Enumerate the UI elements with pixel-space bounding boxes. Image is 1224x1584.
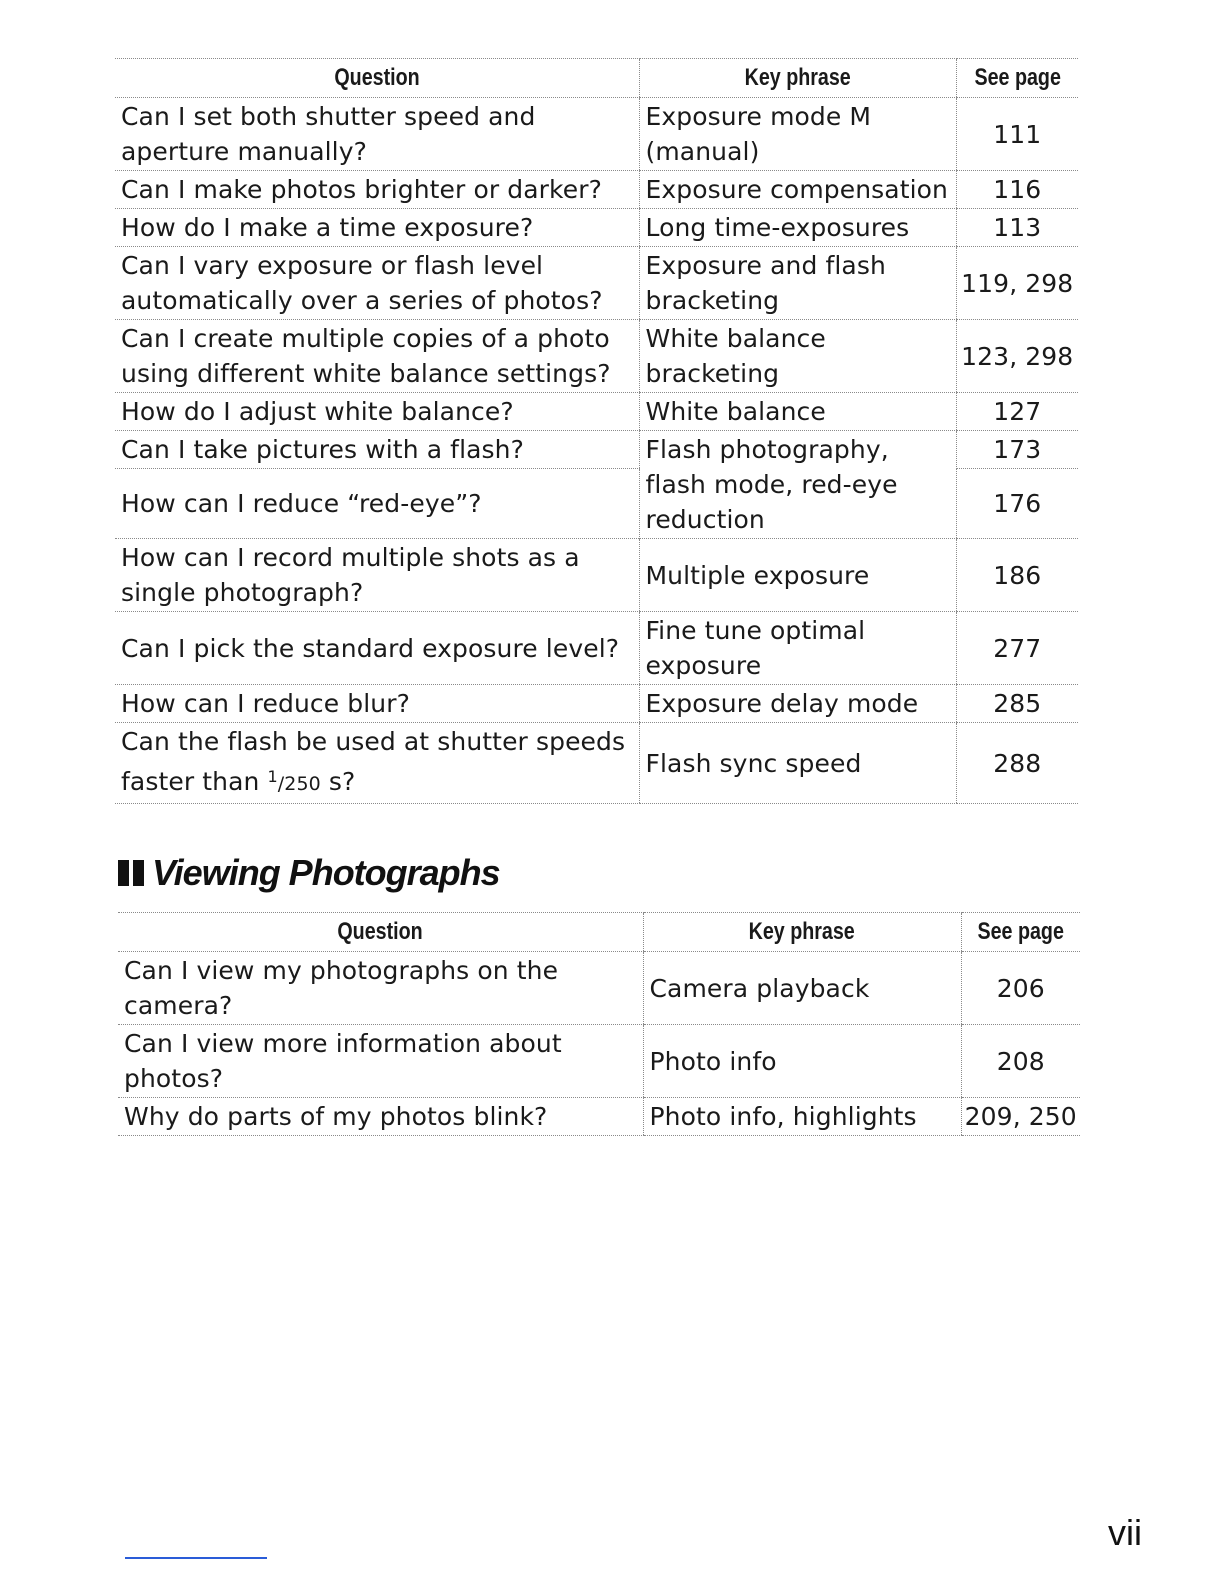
- page-cell: 113: [956, 209, 1078, 247]
- table-row: [115, 685, 1078, 723]
- question-cell: Can I create multiple copies of a photo using different white balance settings?: [115, 320, 639, 393]
- faq-table-viewing: [118, 912, 1080, 1136]
- question-cell: Can I take pictures with a flash?: [115, 431, 639, 469]
- table-row: [115, 98, 1078, 171]
- question-cell: How do I make a time exposure?: [115, 209, 639, 247]
- table-header-row: [115, 59, 1078, 98]
- faq-table-shooting: [115, 58, 1078, 804]
- question-cell: Can the flash be used at shutter speeds faster than $^1$/250 s?: [115, 723, 639, 804]
- key-phrase-cell: Exposure mode M (manual): [639, 98, 956, 171]
- question-cell: How can I record multiple shots as a single photograph?: [115, 539, 639, 612]
- page-cell: 288: [956, 723, 1078, 804]
- key-phrase-cell: Multiple exposure: [639, 539, 956, 612]
- page-cell: 209, 250: [961, 1098, 1080, 1136]
- key-phrase-cell: Long time-exposures: [639, 209, 956, 247]
- key-phrase-cell: Flash photography, flash mode, red-eye reduction: [639, 431, 956, 539]
- column-header-question: Question: [115, 59, 639, 98]
- column-header-see-page: See page: [956, 59, 1078, 98]
- page-cell: 206: [961, 952, 1080, 1025]
- column-header-see-page: See page: [961, 913, 1080, 952]
- question-cell: Can I set both shutter speed and aperture manually?: [115, 98, 639, 171]
- key-phrase-cell: Exposure delay mode: [639, 685, 956, 723]
- section-marker-icon: [118, 860, 144, 886]
- table-row: [115, 723, 1078, 804]
- column-header-key-phrase: Key phrase: [643, 913, 961, 952]
- page-cell: 111: [956, 98, 1078, 171]
- page-cell: 277: [956, 612, 1078, 685]
- key-phrase-cell: Fine tune optimal exposure: [639, 612, 956, 685]
- table-row: [115, 320, 1078, 393]
- table-row: [115, 612, 1078, 685]
- key-phrase-cell: Exposure and flash bracketing: [639, 247, 956, 320]
- page-cell: 173: [956, 431, 1078, 469]
- page-cell: 176: [956, 469, 1078, 539]
- table-row: [115, 431, 1078, 469]
- key-phrase-cell: Camera playback: [643, 952, 961, 1025]
- table-row: [115, 539, 1078, 612]
- page-cell: 119, 298: [956, 247, 1078, 320]
- question-cell: Can I view more information about photos?: [118, 1025, 643, 1098]
- question-cell: Can I make photos brighter or darker?: [115, 171, 639, 209]
- question-cell: Why do parts of my photos blink?: [118, 1098, 643, 1136]
- key-phrase-cell: Flash sync speed: [639, 723, 956, 804]
- page-cell: 186: [956, 539, 1078, 612]
- table-header-row: [118, 913, 1080, 952]
- table-row: [115, 393, 1078, 431]
- table-row: [118, 1025, 1080, 1098]
- key-phrase-cell: White balance: [639, 393, 956, 431]
- table-row: [115, 209, 1078, 247]
- key-phrase-cell: Exposure compensation: [639, 171, 956, 209]
- question-cell: Can I vary exposure or flash level automatically over a series of photos?: [115, 247, 639, 320]
- table-row: [115, 171, 1078, 209]
- page-cell: 208: [961, 1025, 1080, 1098]
- page-number: vii: [1108, 1512, 1142, 1553]
- footer-rule: [125, 1557, 267, 1559]
- page-cell: 116: [956, 171, 1078, 209]
- key-phrase-cell: Photo info: [643, 1025, 961, 1098]
- table-row: [118, 952, 1080, 1025]
- question-cell: Can I pick the standard exposure level?: [115, 612, 639, 685]
- key-phrase-cell: Photo info, highlights: [643, 1098, 961, 1136]
- question-cell: How can I reduce blur?: [115, 685, 639, 723]
- question-cell: Can I view my photographs on the camera?: [118, 952, 643, 1025]
- section-title: [118, 852, 500, 894]
- table-row: [115, 247, 1078, 320]
- table-row: [118, 1098, 1080, 1136]
- key-phrase-cell: White balance bracketing: [639, 320, 956, 393]
- question-cell: How do I adjust white balance?: [115, 393, 639, 431]
- question-cell: How can I reduce “red-eye”?: [115, 469, 639, 539]
- page-cell: 285: [956, 685, 1078, 723]
- column-header-question: Question: [118, 913, 643, 952]
- column-header-key-phrase: Key phrase: [639, 59, 956, 98]
- section-title-text: Viewing Photographs: [152, 852, 500, 893]
- page-cell: 123, 298: [956, 320, 1078, 393]
- page-cell: 127: [956, 393, 1078, 431]
